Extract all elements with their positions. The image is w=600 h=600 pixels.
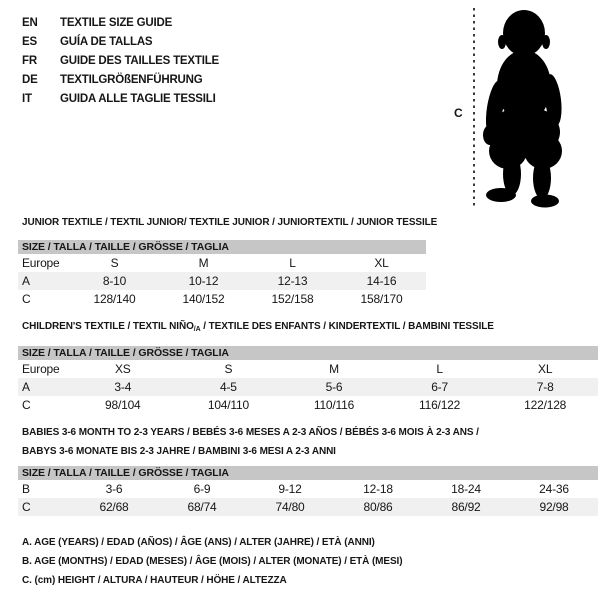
age-cell: 5-6 <box>325 380 343 394</box>
height-measure-dotted-line <box>473 8 475 208</box>
row-label: C <box>22 500 31 514</box>
months-cell: 3-6 <box>105 482 123 496</box>
age-cell: 10-12 <box>188 274 219 288</box>
size-cell: M <box>329 362 339 376</box>
guide-title-label: GUÍA DE TALLAS <box>60 35 153 48</box>
footnote-age-years: A. AGE (YEARS) / EDAD (AÑOS) / ÂGE (ANS) / ALTER (JAHRE) / ETÀ (ANNI) <box>22 537 375 548</box>
table-row-age <box>18 378 598 396</box>
guide-title-label: GUIDA ALLE TAGLIE TESSILI <box>60 92 216 105</box>
size-header-bar <box>18 240 426 254</box>
table-row-height <box>18 290 426 308</box>
babies-size-table <box>18 466 598 516</box>
height-cell: 122/128 <box>524 398 567 412</box>
height-cell: 158/170 <box>360 292 403 306</box>
language-code: EN <box>22 16 38 29</box>
table-row-europe <box>18 360 598 378</box>
size-cell: XL <box>374 256 389 270</box>
size-header-label: SIZE / TALLA / TAILLE / GRÖSSE / TAGLIA <box>22 241 229 253</box>
size-cell: XL <box>538 362 553 376</box>
language-title-list <box>22 13 219 108</box>
age-cell: 12-13 <box>277 274 308 288</box>
height-cell: 104/110 <box>207 398 249 412</box>
height-cell: 140/152 <box>182 292 225 306</box>
age-cell: 4-5 <box>220 380 237 394</box>
children-size-table <box>18 346 598 414</box>
height-cell: 110/116 <box>313 398 355 412</box>
age-cell: 6-7 <box>431 380 448 394</box>
children-title-post: / TEXTILE DES ENFANTS / KINDERTEXTIL / BAMBINI TESSILE <box>200 321 494 332</box>
children-title-subscript: /A <box>193 326 201 333</box>
language-code: IT <box>22 92 32 105</box>
footnote-height-cm: C. (cm) HEIGHT / ALTURA / HAUTEUR / HÖHE / ALTEZZA <box>22 575 287 586</box>
age-cell: 3-4 <box>114 380 132 394</box>
footnote-age-months: B. AGE (MONTHS) / EDAD (MESES) / ÂGE (MOIS) / ALTER (MONATE) / ETÀ (MESI) <box>22 556 403 567</box>
toddler-silhouette-icon <box>482 8 574 208</box>
junior-size-table <box>18 240 426 308</box>
months-cell: 24-36 <box>539 482 569 496</box>
row-label: Europe <box>22 256 60 270</box>
table-row-months <box>18 480 598 498</box>
height-cell: 68/74 <box>187 500 217 514</box>
language-code: DE <box>22 73 38 86</box>
children-title-pre: CHILDREN'S TEXTILE / TEXTIL NIÑO <box>22 321 194 332</box>
language-code: FR <box>22 54 37 67</box>
height-cell: 152/158 <box>271 292 314 306</box>
babies-section-title-line2: BABYS 3-6 MONATE BIS 2-3 JAHRE / BAMBINI 3-6 MESI A 2-3 ANNI <box>22 446 336 457</box>
months-cell: 12-18 <box>363 482 393 496</box>
height-cell: 86/92 <box>451 500 481 514</box>
age-cell: 7-8 <box>536 380 554 394</box>
height-cell: 62/68 <box>99 500 129 514</box>
language-title-row <box>22 89 219 108</box>
row-label: Europe <box>22 362 60 376</box>
size-cell: L <box>436 362 443 376</box>
guide-title-label: TEXTILE SIZE GUIDE <box>60 16 173 29</box>
table-row-height <box>18 396 598 414</box>
language-title-row <box>22 32 219 51</box>
row-label: A <box>22 380 30 394</box>
months-cell: 6-9 <box>193 482 211 496</box>
size-cell: XS <box>114 362 131 376</box>
language-title-row <box>22 13 219 32</box>
months-cell: 9-12 <box>278 482 302 496</box>
language-title-row <box>22 51 219 70</box>
language-code: ES <box>22 35 37 48</box>
row-label: C <box>22 398 31 412</box>
height-measure-label: C <box>454 106 463 120</box>
months-cell: 18-24 <box>451 482 481 496</box>
height-cell: 92/98 <box>539 500 569 514</box>
row-label: C <box>22 292 31 306</box>
size-cell: S <box>110 256 119 270</box>
age-cell: 14-16 <box>366 274 397 288</box>
height-cell: 74/80 <box>275 500 305 514</box>
children-section-title <box>22 321 494 333</box>
height-cell: 128/140 <box>93 292 136 306</box>
height-cell: 116/122 <box>419 398 461 412</box>
size-cell: M <box>198 256 209 270</box>
junior-section-title: JUNIOR TEXTILE / TEXTIL JUNIOR/ TEXTILE JUNIOR / JUNIORTEXTIL / JUNIOR TESSILE <box>22 217 438 228</box>
babies-section-title-line1: BABIES 3-6 MONTH TO 2-3 YEARS / BEBÉS 3-6 MESES A 2-3 AÑOS / BÉBÉS 3-6 MOIS À 2-3 ANS / <box>22 427 479 438</box>
size-cell: S <box>224 362 233 376</box>
age-cell: 8-10 <box>102 274 127 288</box>
table-row-height <box>18 498 598 516</box>
size-header-label: SIZE / TALLA / TAILLE / GRÖSSE / TAGLIA <box>22 347 229 359</box>
size-header-bar <box>18 466 598 480</box>
language-title-row <box>22 70 219 89</box>
height-cell: 98/104 <box>105 398 141 412</box>
size-header-bar <box>18 346 598 360</box>
size-cell: L <box>289 256 296 270</box>
guide-title-label: TEXTILGRÖßENFÜHRUNG <box>60 73 203 86</box>
row-label: B <box>22 482 30 496</box>
guide-title-label: GUIDE DES TAILLES TEXTILE <box>60 54 219 67</box>
row-label: A <box>22 274 30 288</box>
height-cell: 80/86 <box>363 500 393 514</box>
table-row-age <box>18 272 426 290</box>
table-row-europe <box>18 254 426 272</box>
size-header-label: SIZE / TALLA / TAILLE / GRÖSSE / TAGLIA <box>22 467 229 479</box>
footnote-legend <box>22 533 402 590</box>
